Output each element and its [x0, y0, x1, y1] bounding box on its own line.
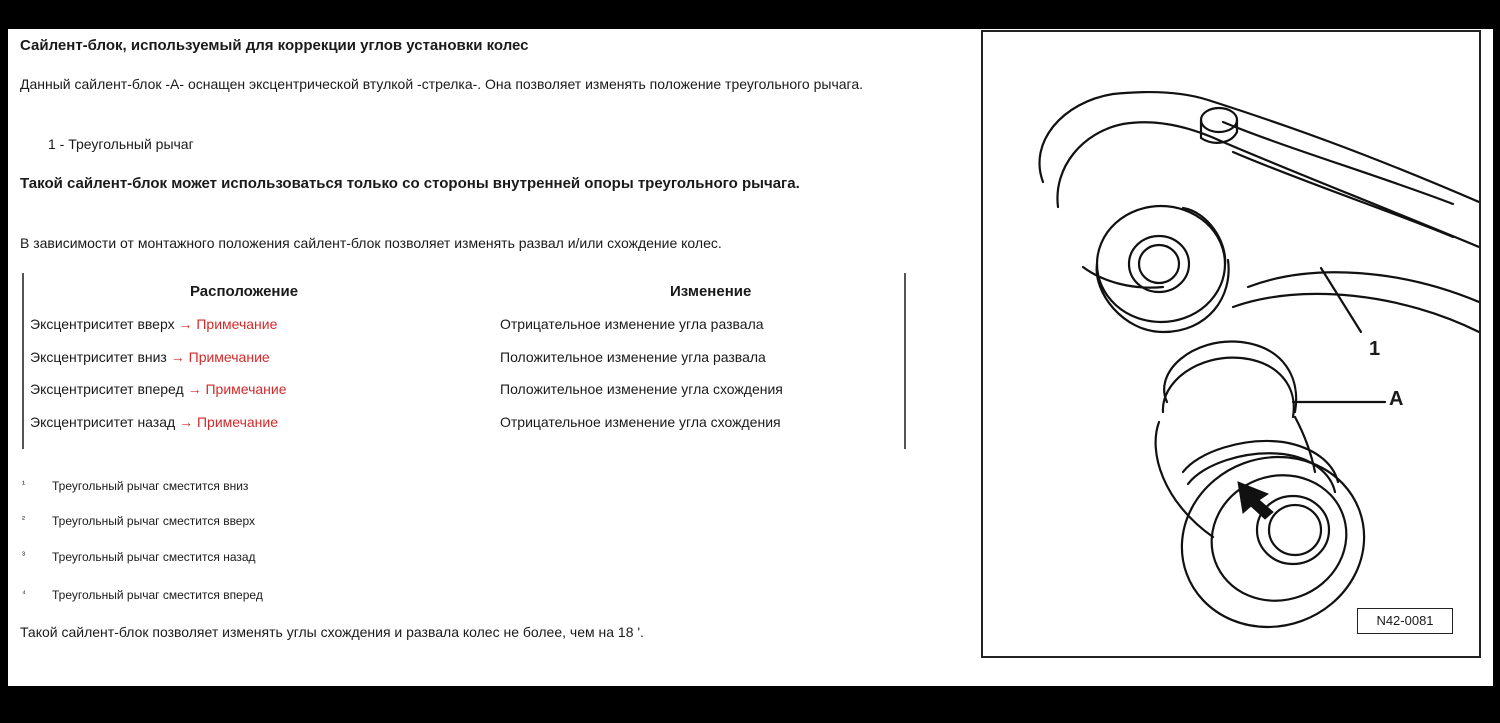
- footnote: [22, 479, 248, 493]
- change-cell: Отрицательное изменение угла схождения: [500, 414, 781, 430]
- arm-label: 1: [1369, 338, 1381, 360]
- note-link[interactable]: → Примечание: [178, 316, 278, 332]
- suspension-drawing: [983, 32, 1479, 656]
- table-header-position: Расположение: [190, 283, 299, 300]
- position-cell: Эксцентриситет вперед: [30, 381, 184, 397]
- footnote: [22, 550, 256, 564]
- limit-paragraph: Такой сайлент-блок позволяет изменять углы схождения и развала колес не более, чем на 18 '.: [20, 624, 644, 640]
- position-cell: Эксцентриситет вниз: [30, 349, 167, 365]
- footnote-mark: ³: [22, 550, 25, 560]
- footnote-text: Треугольный рычаг сместится вперед: [52, 588, 263, 602]
- page-title: Сайлент-блок, используемый для коррекции углов установки колес: [20, 37, 529, 54]
- footnote: [22, 514, 255, 528]
- warning-paragraph: Такой сайлент-блок может использоваться только со стороны внутренней опоры треугольного рычага.: [20, 175, 800, 192]
- figure-code: N42-0081: [1357, 608, 1453, 634]
- position-cell: Эксцентриситет вверх: [30, 316, 175, 332]
- position-cell: Эксцентриситет назад: [30, 414, 176, 430]
- change-cell: Отрицательное изменение угла развала: [500, 316, 764, 332]
- change-cell: Положительное изменение угла развала: [500, 349, 766, 365]
- info-paragraph: В зависимости от монтажного положения сайлент-блок позволяет изменять развал и/или схождение колес.: [20, 235, 722, 251]
- intro-paragraph: Данный сайлент-блок -A- оснащен эксцентрической втулкой -стрелка-. Она позволяет изменять положение треугольного рычага.: [20, 76, 864, 92]
- bushing-label: A: [1389, 388, 1404, 410]
- footnote-text: Треугольный рычаг сместится вверх: [52, 514, 256, 528]
- change-cell: Положительное изменение угла схождения: [500, 381, 783, 397]
- footnote-mark: ¹: [22, 479, 25, 489]
- footnote-mark: ²: [22, 514, 25, 524]
- legend-item-1: 1 - Треугольный рычаг: [48, 136, 194, 152]
- footnote-mark: ⁴: [22, 588, 26, 598]
- adjustment-table: [22, 273, 906, 449]
- document-page: [8, 29, 1493, 686]
- bushing-illustration: [981, 30, 1481, 658]
- footnote-text: Треугольный рычаг сместится вниз: [52, 479, 249, 493]
- table-header-change: Изменение: [670, 283, 752, 300]
- footnote-text: Треугольный рычаг сместится назад: [52, 550, 256, 564]
- note-link[interactable]: → Примечание: [187, 381, 287, 397]
- note-link[interactable]: → Примечание: [179, 414, 279, 430]
- footnote: [22, 588, 263, 602]
- note-link[interactable]: → Примечание: [170, 349, 270, 365]
